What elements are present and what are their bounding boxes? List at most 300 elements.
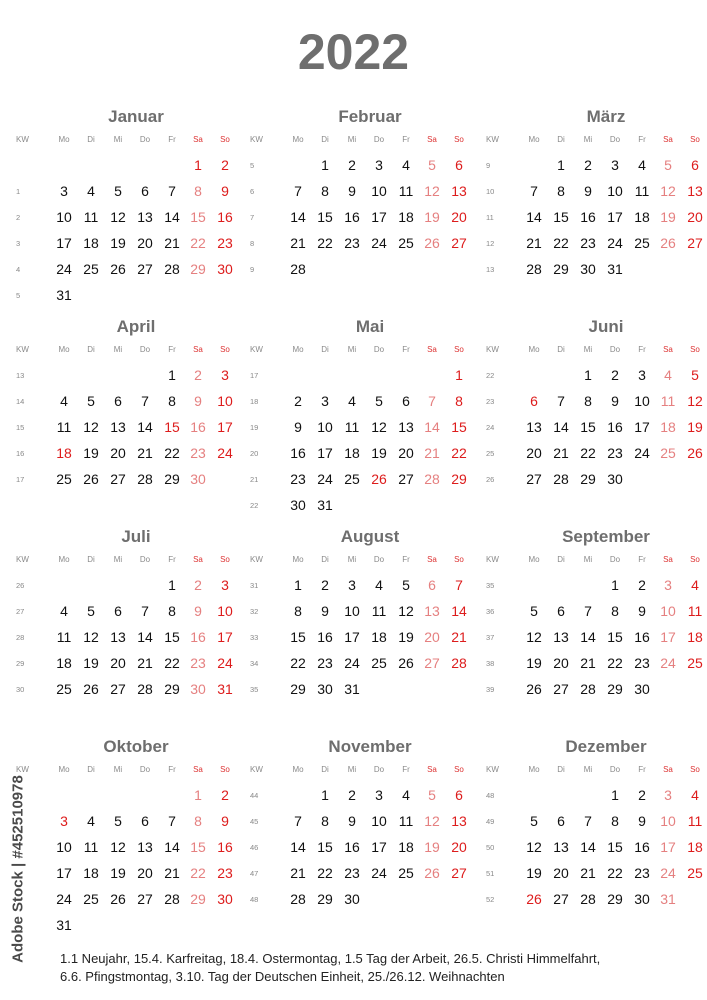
day-cell: 7 (294, 813, 302, 829)
day-cell: 12 (424, 183, 440, 199)
day-cell: 21 (290, 865, 306, 881)
day-cell: 23 (634, 865, 650, 881)
weekday-label: KW (486, 345, 499, 354)
day-cell: 20 (137, 865, 153, 881)
day-cell: 9 (638, 813, 646, 829)
week-row (248, 889, 462, 915)
weekday-label: Di (321, 555, 329, 564)
day-cell: 10 (371, 183, 387, 199)
day-cell: 24 (344, 655, 360, 671)
day-cell: 9 (611, 393, 619, 409)
day-cell: 7 (455, 577, 463, 593)
day-cell: 6 (455, 787, 463, 803)
day-cell: 1 (168, 577, 176, 593)
day-cell: 6 (114, 603, 122, 619)
weekday-label: Di (321, 135, 329, 144)
day-cell: 28 (164, 261, 180, 277)
weekday-label: So (220, 765, 230, 774)
day-cell: 12 (110, 209, 126, 225)
week-row (248, 627, 467, 653)
day-cell: 21 (526, 235, 542, 251)
week-row (248, 811, 467, 837)
holiday-notes (60, 950, 680, 986)
weekday-label: So (220, 135, 230, 144)
day-cell: 26 (526, 891, 542, 907)
day-cell: 7 (530, 183, 538, 199)
weekday-label: KW (16, 765, 29, 774)
weekday-label: Di (557, 135, 565, 144)
day-cell: 28 (424, 471, 440, 487)
week-number: 1 (16, 187, 21, 196)
week-number: 39 (486, 685, 495, 694)
week-row (248, 207, 467, 233)
day-cell: 14 (164, 209, 180, 225)
weekday-label: Sa (663, 135, 673, 144)
day-cell: 25 (56, 471, 72, 487)
weekday-label: Mi (583, 345, 593, 354)
weekday-label: Sa (663, 555, 673, 564)
day-cell: 6 (557, 603, 565, 619)
day-cell: 12 (687, 393, 703, 409)
day-cell: 1 (294, 577, 302, 593)
week-number: 48 (486, 791, 495, 800)
day-cell: 10 (217, 603, 233, 619)
day-cell: 30 (607, 471, 623, 487)
week-row (14, 181, 228, 207)
day-cell: 1 (455, 367, 463, 383)
weekday-label: Sa (193, 765, 203, 774)
day-cell: 22 (317, 235, 333, 251)
week-number: 18 (250, 397, 259, 406)
day-cell: 23 (190, 445, 206, 461)
day-cell: 5 (691, 367, 699, 383)
day-cell: 24 (317, 471, 333, 487)
day-cell: 22 (607, 655, 623, 671)
weekday-label: Sa (427, 765, 437, 774)
day-cell: 8 (294, 603, 302, 619)
day-cell: 13 (137, 839, 153, 855)
month-januar (14, 107, 233, 313)
day-cell: 9 (294, 419, 302, 435)
day-cell: 8 (168, 393, 176, 409)
day-cell: 30 (190, 681, 206, 697)
day-cell: 30 (317, 681, 333, 697)
week-number: 5 (16, 291, 21, 300)
weekday-label: Mi (583, 765, 593, 774)
week-number: 5 (250, 161, 255, 170)
day-cell: 25 (687, 865, 703, 881)
week-row (14, 679, 233, 705)
month-märz (484, 107, 703, 313)
month-name: März (586, 107, 626, 126)
day-cell: 16 (217, 209, 233, 225)
day-cell: 8 (321, 813, 329, 829)
day-cell: 16 (634, 839, 650, 855)
week-number: 47 (250, 869, 259, 878)
day-cell: 12 (83, 629, 99, 645)
day-cell: 11 (634, 183, 650, 199)
day-cell: 11 (344, 419, 360, 435)
day-cell: 3 (221, 577, 229, 593)
weekday-label: Sa (193, 555, 203, 564)
weekday-label: Mi (583, 555, 593, 564)
day-cell: 10 (607, 183, 623, 199)
weekday-label: KW (250, 765, 263, 774)
weekday-label: Mi (347, 135, 357, 144)
day-cell: 13 (526, 419, 542, 435)
week-number: 50 (486, 843, 495, 852)
month-name: April (116, 317, 156, 336)
day-cell: 21 (451, 629, 467, 645)
day-cell: 20 (110, 445, 126, 461)
day-cell: 14 (290, 839, 306, 855)
weekday-label: KW (486, 135, 499, 144)
day-cell: 18 (83, 235, 99, 251)
day-cell: 3 (375, 157, 383, 173)
day-cell: 9 (638, 603, 646, 619)
day-cell: 29 (553, 261, 569, 277)
week-number: 17 (250, 371, 259, 380)
weekday-label: Fr (402, 345, 410, 354)
day-cell: 8 (168, 603, 176, 619)
day-cell: 19 (83, 445, 99, 461)
week-number: 51 (486, 869, 495, 878)
weekday-label: Fr (402, 765, 410, 774)
day-cell: 15 (164, 419, 180, 435)
day-cell: 29 (607, 891, 623, 907)
week-number: 16 (16, 449, 25, 458)
day-cell: 12 (424, 813, 440, 829)
day-cell: 23 (344, 235, 360, 251)
week-row (484, 469, 698, 495)
day-cell: 10 (371, 813, 387, 829)
week-number: 52 (486, 895, 495, 904)
weekday-label: Fr (168, 135, 176, 144)
month-juni (484, 317, 703, 523)
weekday-label: Di (321, 345, 329, 354)
day-cell: 5 (428, 157, 436, 173)
day-cell: 7 (168, 813, 176, 829)
weekday-header (14, 764, 228, 776)
weekday-label: Sa (427, 345, 437, 354)
day-cell: 19 (424, 839, 440, 855)
week-row (14, 575, 228, 601)
day-cell: 19 (660, 209, 676, 225)
week-row (484, 811, 703, 837)
week-row (14, 915, 228, 941)
day-cell: 4 (348, 393, 356, 409)
week-row (248, 601, 467, 627)
day-cell: 5 (428, 787, 436, 803)
day-cell: 21 (553, 445, 569, 461)
week-number: 30 (16, 685, 25, 694)
weekday-label: Mi (113, 765, 123, 774)
week-number: 9 (486, 161, 491, 170)
day-cell: 26 (398, 655, 414, 671)
weekday-label: Do (609, 765, 621, 774)
day-cell: 3 (611, 157, 619, 173)
day-cell: 19 (110, 235, 126, 251)
week-row (484, 417, 703, 443)
weekday-header (484, 554, 698, 566)
day-cell: 29 (190, 261, 206, 277)
day-cell: 5 (375, 393, 383, 409)
day-cell: 16 (634, 629, 650, 645)
week-number: 3 (16, 239, 21, 248)
day-cell: 13 (451, 183, 467, 199)
stock-watermark (6, 764, 30, 974)
week-number: 2 (16, 213, 21, 222)
weekday-header (14, 344, 228, 356)
day-cell: 28 (137, 681, 153, 697)
day-cell: 4 (402, 787, 410, 803)
day-cell: 8 (455, 393, 463, 409)
weekday-label: Do (609, 555, 621, 564)
day-cell: 28 (290, 261, 306, 277)
day-cell: 9 (348, 813, 356, 829)
day-cell: 17 (371, 839, 387, 855)
day-cell: 12 (398, 603, 414, 619)
week-row (14, 837, 233, 863)
weekday-label: Do (609, 345, 621, 354)
week-row (14, 601, 233, 627)
day-cell: 29 (190, 891, 206, 907)
day-cell: 5 (664, 157, 672, 173)
week-number: 20 (250, 449, 259, 458)
day-cell: 4 (691, 577, 699, 593)
weekday-label: KW (16, 555, 29, 564)
week-row (14, 443, 233, 469)
day-cell: 7 (294, 183, 302, 199)
day-cell: 15 (451, 419, 467, 435)
day-cell: 26 (660, 235, 676, 251)
day-cell: 6 (530, 393, 538, 409)
day-cell: 27 (424, 655, 440, 671)
weekday-label: Fr (168, 765, 176, 774)
day-cell: 4 (691, 787, 699, 803)
day-cell: 13 (451, 813, 467, 829)
day-cell: 16 (217, 839, 233, 855)
week-row (14, 233, 233, 259)
day-cell: 24 (217, 445, 233, 461)
day-cell: 20 (553, 865, 569, 881)
day-cell: 2 (221, 157, 229, 173)
day-cell: 9 (321, 603, 329, 619)
day-cell: 21 (137, 655, 153, 671)
weekday-label: Di (557, 345, 565, 354)
day-cell: 28 (290, 891, 306, 907)
day-cell: 18 (660, 419, 676, 435)
day-cell: 11 (687, 813, 703, 829)
week-number: 35 (486, 581, 495, 590)
week-number: 15 (16, 423, 25, 432)
day-cell: 20 (451, 209, 467, 225)
day-cell: 18 (398, 209, 414, 225)
day-cell: 4 (664, 367, 672, 383)
weekday-label: So (220, 345, 230, 354)
day-cell: 29 (451, 471, 467, 487)
day-cell: 23 (580, 235, 596, 251)
day-cell: 31 (56, 917, 72, 933)
day-cell: 18 (56, 655, 72, 671)
weekday-label: So (690, 765, 700, 774)
weekday-label: Fr (638, 135, 646, 144)
month-august (248, 527, 467, 733)
week-row (484, 889, 698, 915)
day-cell: 28 (553, 471, 569, 487)
day-cell: 14 (526, 209, 542, 225)
week-number: 25 (486, 449, 495, 458)
weekday-header (248, 554, 462, 566)
weekday-label: KW (250, 345, 263, 354)
weekday-label: KW (16, 135, 29, 144)
weekday-label: Sa (193, 135, 203, 144)
weekday-label: Sa (427, 135, 437, 144)
month-name: Januar (108, 107, 164, 126)
day-cell: 18 (344, 445, 360, 461)
week-row (484, 259, 698, 285)
week-row (484, 365, 698, 391)
week-row (484, 837, 703, 863)
week-number: 24 (486, 423, 495, 432)
day-cell: 3 (348, 577, 356, 593)
day-cell: 15 (190, 209, 206, 225)
week-row (14, 285, 228, 311)
day-cell: 10 (317, 419, 333, 435)
day-cell: 2 (638, 787, 646, 803)
day-cell: 15 (607, 629, 623, 645)
day-cell: 26 (687, 445, 703, 461)
day-cell: 6 (402, 393, 410, 409)
day-cell: 23 (607, 445, 623, 461)
day-cell: 3 (221, 367, 229, 383)
week-row (248, 495, 462, 521)
week-row (248, 181, 467, 207)
day-cell: 21 (164, 235, 180, 251)
day-cell: 11 (56, 629, 72, 645)
day-cell: 22 (553, 235, 569, 251)
day-cell: 15 (607, 839, 623, 855)
week-number: 17 (16, 475, 25, 484)
day-cell: 27 (137, 891, 153, 907)
day-cell: 19 (424, 209, 440, 225)
weekday-label: Fr (168, 345, 176, 354)
day-cell: 12 (110, 839, 126, 855)
day-cell: 15 (290, 629, 306, 645)
day-cell: 17 (56, 865, 72, 881)
day-cell: 28 (451, 655, 467, 671)
day-cell: 16 (607, 419, 623, 435)
day-cell: 18 (371, 629, 387, 645)
day-cell: 30 (290, 497, 306, 513)
day-cell: 1 (611, 577, 619, 593)
weekday-label: Do (139, 135, 151, 144)
day-cell: 27 (398, 471, 414, 487)
day-cell: 27 (553, 891, 569, 907)
day-cell: 20 (553, 655, 569, 671)
week-number: 26 (16, 581, 25, 590)
day-cell: 19 (526, 655, 542, 671)
month-juli (14, 527, 233, 733)
day-cell: 24 (660, 655, 676, 671)
weekday-label: Sa (663, 345, 673, 354)
week-number: 49 (486, 817, 495, 826)
week-number: 19 (250, 423, 259, 432)
day-cell: 2 (348, 157, 356, 173)
day-cell: 21 (424, 445, 440, 461)
weekday-label: Sa (427, 555, 437, 564)
day-cell: 30 (580, 261, 596, 277)
weekday-header (484, 134, 698, 146)
weekday-label: Di (321, 765, 329, 774)
week-row (14, 889, 233, 915)
day-cell: 22 (164, 445, 180, 461)
day-cell: 10 (56, 839, 72, 855)
day-cell: 1 (321, 157, 329, 173)
day-cell: 24 (217, 655, 233, 671)
week-row (14, 417, 233, 443)
day-cell: 22 (607, 865, 623, 881)
day-cell: 24 (660, 865, 676, 881)
day-cell: 13 (553, 839, 569, 855)
weekday-label: So (690, 135, 700, 144)
day-cell: 11 (660, 393, 676, 409)
day-cell: 15 (580, 419, 596, 435)
weekday-label: Di (557, 765, 565, 774)
week-row (248, 575, 462, 601)
day-cell: 27 (451, 235, 467, 251)
day-cell: 14 (580, 629, 596, 645)
week-row (248, 233, 467, 259)
week-number: 22 (486, 371, 495, 380)
day-cell: 11 (398, 813, 414, 829)
day-cell: 31 (607, 261, 623, 277)
day-cell: 25 (398, 235, 414, 251)
day-cell: 11 (687, 603, 703, 619)
day-cell: 8 (584, 393, 592, 409)
day-cell: 29 (607, 681, 623, 697)
weekday-header (14, 134, 228, 146)
week-number: 22 (250, 501, 259, 510)
week-number: 8 (250, 239, 255, 248)
month-name: Juni (588, 317, 624, 336)
day-cell: 19 (83, 655, 99, 671)
day-cell: 15 (317, 839, 333, 855)
day-cell: 21 (580, 655, 596, 671)
week-number: 11 (486, 213, 494, 222)
day-cell: 17 (217, 419, 233, 435)
weekday-label: Mo (58, 135, 70, 144)
week-number: 10 (486, 187, 495, 196)
day-cell: 15 (317, 209, 333, 225)
day-cell: 20 (137, 235, 153, 251)
week-row (14, 155, 228, 181)
weekday-header (484, 764, 698, 776)
week-row (248, 365, 462, 391)
day-cell: 9 (194, 603, 202, 619)
day-cell: 2 (321, 577, 329, 593)
day-cell: 17 (371, 209, 387, 225)
day-cell: 16 (190, 419, 206, 435)
week-number: 7 (250, 213, 255, 222)
weekday-label: Sa (663, 765, 673, 774)
day-cell: 22 (190, 235, 206, 251)
day-cell: 14 (451, 603, 467, 619)
week-row (14, 391, 233, 417)
day-cell: 30 (217, 261, 233, 277)
weekday-label: Mi (113, 135, 123, 144)
day-cell: 8 (321, 183, 329, 199)
